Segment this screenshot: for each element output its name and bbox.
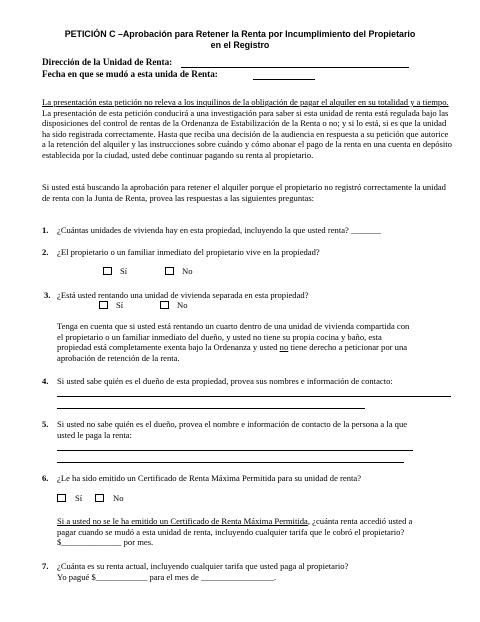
question-5-text: Si usted no sabe quién es el dueño, provea el nombre e información de contacto de la persona a la que usted le paga la renta: xyxy=(57,419,408,440)
question-6-no-label: No xyxy=(113,493,124,503)
intro-text: La presentación de esta petición conducirá a una investigación para saber si esta unidad de renta está regulada bajo las disposiciones del control de rentas de la Ordenanza de Estabilización de la Renta o no; y si lo está, si es que la unidad ha sido registrada correctamente. Hasta que reciba una decisión de la audiencia en respuesta a su petición que autorice a la retención del alquiler y las instrucciones sobre cuándo y cómo abonar el pago de la renta en una cuenta en depósito establecida por la ciudad, usted debe continuar pagando su renta al propietario. xyxy=(42,107,452,160)
question-3-no-checkbox[interactable] xyxy=(160,301,169,309)
question-5-answer-line-2[interactable] xyxy=(57,462,404,463)
question-2-number: 2. xyxy=(42,247,49,257)
question-3-note xyxy=(57,321,417,363)
petition-title xyxy=(40,29,440,50)
moved-in-date-field[interactable] xyxy=(253,79,315,80)
question-2-yes-checkbox[interactable] xyxy=(103,267,112,275)
question-1-number: 1. xyxy=(42,225,49,235)
question-4-answer-line-1[interactable] xyxy=(57,396,451,397)
question-2-text: ¿El propietario o un familiar inmediato del propietario vive en la propiedad? xyxy=(57,247,320,257)
question-4-answer-line-2[interactable] xyxy=(57,408,365,409)
intro-paragraph xyxy=(42,97,452,161)
question-3-note-text: Tenga en cuenta que si usted está rentando un cuarto dentro de una unidad de vivienda compartida con el propietario o un familiar inmediato del dueño, y usted no tiene su propia cocina y baño, esta propiedad está completamente exenta bajo la Ordenanza y usted xyxy=(57,321,410,353)
address-label: Dirección de la Unidad de Renta: xyxy=(42,57,173,67)
petition-title-line-2: en el Registro xyxy=(210,39,270,50)
question-1-text: ¿Cuántas unidades de vivienda hay en esta propiedad, incluyendo la que usted renta? _______ xyxy=(57,225,382,235)
question-3-yes-label: Sí xyxy=(116,300,124,310)
question-3-yes-checkbox[interactable] xyxy=(99,301,108,309)
question-7-text: ¿Cuánta es su renta actual, incluyendo cualquier tarifa que usted paga al propietario? xyxy=(57,561,349,571)
question-4-number: 4. xyxy=(42,376,49,386)
question-6-yes-checkbox[interactable] xyxy=(57,494,66,502)
question-5-number: 5. xyxy=(42,419,49,429)
question-3-number: 3. xyxy=(44,290,51,300)
question-6-follow-up-underlined: Si a usted no se le ha emitido un Certificado de Renta Máxima Permitida xyxy=(57,516,308,526)
question-3-no-label: No xyxy=(177,300,188,310)
question-6-text: ¿Le ha sido emitido un Certificado de Renta Máxima Permitida para su unidad de renta? xyxy=(57,473,362,483)
moved-in-date-label: Fecha en que se mudó a esta unida de Renta: xyxy=(42,69,218,79)
address-field[interactable] xyxy=(181,67,409,68)
question-3-note-end: tiene derecho a peticionar por una aprobación de retención de la renta. xyxy=(57,342,408,363)
instruction-paragraph: Si usted está buscando la aprobación para retener el alquiler porque el propietario no registró correctamente la unidad de renta con la Junta de Renta, provea las respuestas a las siguientes preguntas: xyxy=(42,182,446,203)
question-2-no-label: No xyxy=(182,266,193,276)
question-4-text: Si usted sabe quién es el dueño de esta propiedad, provea sus nombres e información de contacto: xyxy=(57,376,393,386)
question-6-yes-label: Sí xyxy=(75,493,83,503)
question-2-yes-label: Sí xyxy=(120,266,128,276)
question-6-no-checkbox[interactable] xyxy=(95,494,104,502)
question-6-number: 6. xyxy=(42,473,49,483)
question-5-answer-line-1[interactable] xyxy=(57,450,413,451)
petition-title-line-1: PETICIÓN C –Aprobación para Retener la Renta por Incumplimiento del Propietario xyxy=(64,29,416,39)
question-3-note-no: no xyxy=(279,342,289,353)
question-2-no-checkbox[interactable] xyxy=(165,267,174,275)
question-3-text: ¿Está usted rentando una unidad de vivienda separada en esta propiedad? xyxy=(57,290,309,300)
question-7-paid-line[interactable]: Yo pagué $____________ para el mes de _________________. xyxy=(57,572,277,582)
question-7-number: 7. xyxy=(42,561,49,571)
question-6-follow-up xyxy=(57,516,423,548)
intro-underlined-text: La presentación esta petición no releva a los inquilinos de la obligación de pagar el alquiler en su totalidad y a tiempo. xyxy=(42,97,449,107)
question-6-follow-up-text: , ¿cuánta renta accedió usted a pagar cuando se mudó a esta unidad de renta, incluyendo cualquier tarifa que le cobró el propietario? $______________ por mes. xyxy=(57,516,413,548)
